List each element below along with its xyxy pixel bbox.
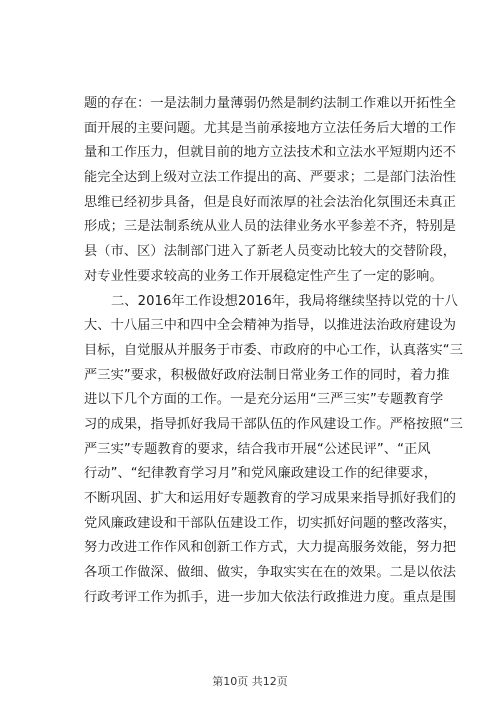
text-line: 行政考评工作为抓手，进一步加大依法行政推进力度。重点是围 <box>84 589 457 605</box>
text-line: 量和工作压力，但就目前的地方立法技术和立法水平短期内还不 <box>84 145 457 161</box>
text-line: 形成；三是法制系统从业人员的法律业务水平参差不齐，特别是 <box>84 219 457 235</box>
text-line: 面开展的主要问题。尤其是当前承接地方立法任务后大增的工作 <box>84 120 457 136</box>
text-line: 目标，自觉服从并服务于市委、市政府的中心工作，认真落实“三 <box>84 342 463 358</box>
text-line: 严三实”专题教育的要求，结合我市开展“公述民评”、“正风 <box>84 441 431 457</box>
text-line: 对专业性要求较高的业务工作开展稳定性产生了一定的影响。 <box>84 268 443 284</box>
text-line: 思维已经初步具备，但是良好而浓厚的社会法治化氛围还未真正 <box>84 194 457 210</box>
text-line: 习的成果，指导抓好我局干部队伍的作风建设工作。严格按照“三 <box>84 416 463 432</box>
text-line: 进以下几个方面的工作。一是充分运用“三严三实”专题教育学 <box>84 392 444 408</box>
text-line: 能完全达到上级对立法工作提出的高、严要求；二是部门法治性 <box>84 170 457 186</box>
text-line: 党风廉政建设和干部队伍建设工作，切实抓好问题的整改落实， <box>84 515 457 531</box>
paragraph-first-line: 二、2016年工作设想2016年，我局将继续坚持以党的十八 <box>111 293 458 309</box>
text-line: 题的存在：一是法制力量薄弱仍然是制约法制工作难以开拓性全 <box>84 96 457 111</box>
text-line: 行动”、“纪律教育学习月”和党风廉政建设工作的纪律要求， <box>84 466 437 482</box>
text-line: 大、十八届三中和四中全会精神为指导，以推进法治政府建设为 <box>84 318 457 334</box>
text-line: 努力改进工作作风和创新工作方式，大力提高服务效能，努力把 <box>84 540 457 556</box>
text-line: 县（市、区）法制部门进入了新老人员变动比较大的交替阶段， <box>84 244 457 260</box>
text-line: 各项工作做深、做细、做实，争取实实在在的效果。二是以依法 <box>84 565 457 581</box>
body-text <box>84 92 463 610</box>
text-line: 不断巩固、扩大和运用好专题教育的学习成果来指导抓好我们的 <box>84 491 457 506</box>
page-number-footer: 第10页 共12页 <box>212 675 288 688</box>
text-line: 严三实”要求，积极做好政府法制日常业务工作的同时，着力推 <box>84 367 450 383</box>
